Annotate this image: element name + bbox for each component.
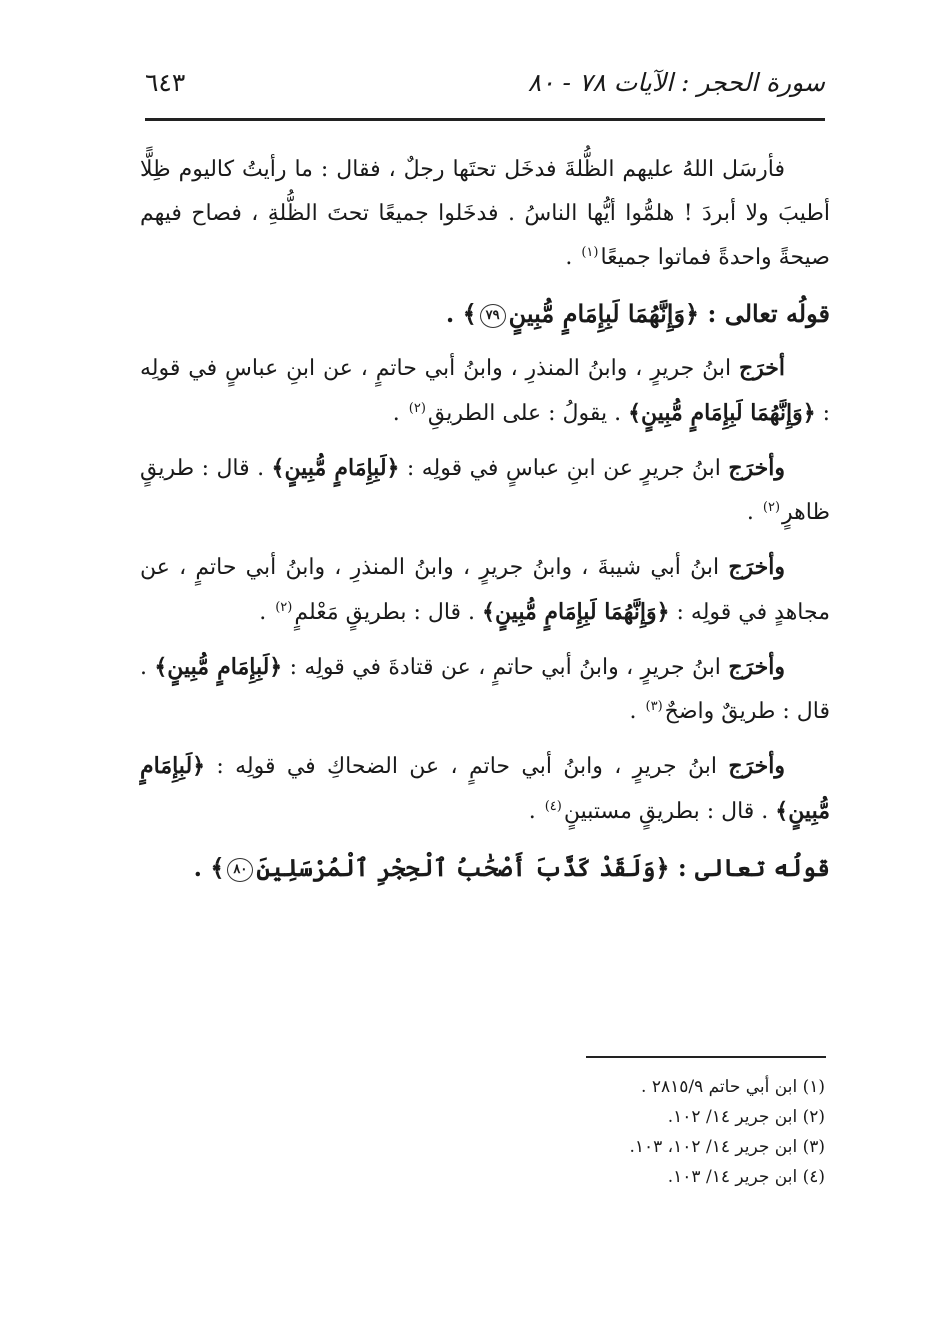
paragraph-text: ابنُ أبي شيبةَ ، وابنُ جريرٍ ، وابنُ المنذرِ ، وابنُ أبي حاتمٍ ، عن مجاهدٍ في قولِه : [140, 555, 830, 625]
quran-quote: ﴿لَبِإِمَامٍ مُّبِينٍ﴾ [140, 753, 830, 824]
quran-quote: ﴿لَبِإِمَامٍ مُّبِينٍ﴾ [271, 455, 400, 481]
footnote-marker: (٢) [762, 499, 781, 515]
narration-lead: أخرَج [738, 355, 785, 381]
paragraph-end: . [565, 245, 580, 270]
paragraph-end: . [629, 699, 644, 724]
paragraph-4 [140, 545, 830, 635]
footnote-marker: (١) [581, 244, 599, 260]
paragraph-text-2: . قال : بطريقٍ مستبينٍ [563, 799, 776, 824]
footnote-marker: (٤) [544, 798, 562, 814]
footnote-rule [586, 1056, 826, 1058]
running-head [145, 68, 825, 108]
paragraph-end: . [528, 799, 543, 824]
verse-heading-80 [140, 846, 830, 890]
verse-heading-end: . [193, 853, 211, 882]
page-number: ٦٤٣ [145, 68, 186, 97]
narration-lead: وأخرَج [728, 554, 785, 580]
footnote-marker: (٢) [408, 400, 426, 416]
verse-heading-lead: قولُه تعالى : [699, 299, 830, 328]
footnote-3: (٣) ابن جرير ١٤/ ١٠٢، ١٠٣. [629, 1137, 825, 1157]
narration-lead: وأخرَج [728, 654, 785, 680]
paragraph-2 [140, 346, 830, 436]
quran-quote: ﴿وَإِنَّهُمَا لَبِإِمَامٍ مُّبِينٍ﴾ [628, 400, 816, 426]
footnote-marker: (٣) [645, 698, 663, 714]
header-rule [145, 118, 825, 121]
quran-verse: ﴿وَإِنَّهُمَا لَبِإِمَامٍ مُّبِينٍ [508, 299, 700, 328]
footnote-2: (٢) ابن جرير ١٤/ ١٠٢. [667, 1107, 825, 1127]
quran-bracket-close: ﴾ [462, 299, 477, 328]
paragraph-text-2: . يقولُ : على الطريقِ [427, 401, 629, 426]
paragraph-3 [140, 446, 830, 535]
quran-quote: ﴿وَإِنَّهُمَا لَبِإِمَامٍ مُّبِينٍ﴾ [482, 599, 670, 625]
quran-bracket-close: ﴾ [210, 853, 225, 882]
paragraph-text: فأرسَل اللهُ عليهم الظُّلةَ فدخَل تحتَها رجلٌ ، فقال : ما رأيتُ كاليوم ظِلًّا أطيبَ ولا أبردَ ! هلمُّوا أيُّها الناسُ . فدخَلوا جميعًا تحتَ الظُّلةِ ، فصاح فيهم صيحةً واحدةً فماتوا جميعًا [140, 157, 830, 270]
main-text [140, 148, 830, 890]
verse-heading-end: . [445, 299, 463, 328]
narration-lead: وأخرَج [728, 753, 785, 779]
paragraph-end: . [259, 600, 274, 625]
ayah-number-badge: ٧٩ [480, 304, 506, 328]
paragraph-text-2: . قال : طريقٍ ظاهرٍ [140, 456, 830, 525]
paragraph-text: ابنُ جريرٍ ، وابنُ أبي حاتمٍ ، عن قتادةَ في قولِه : [282, 655, 729, 680]
ayah-number-badge: ٨٠ [227, 858, 253, 882]
paragraph-end: . [392, 401, 407, 426]
paragraph-text-2: . قال : طريقٌ واضحٌ [140, 655, 830, 724]
footnote-1: (١) ابن أبي حاتم ٢٨١٥/٩ . [641, 1077, 825, 1097]
paragraph-1 [140, 148, 830, 280]
paragraph-text-2: . قال : بطريقٍ مَعْلمٍ [294, 600, 483, 625]
footnotes [500, 1072, 825, 1192]
narration-lead: وأخرَج [728, 455, 786, 481]
quran-quote: ﴿لَبِإِمَامٍ مُّبِينٍ﴾ [154, 654, 283, 680]
paragraph-6 [140, 744, 830, 834]
paragraph-text: ابنُ جريرٍ عن ابنِ عباسٍ في قولِه : [399, 456, 729, 481]
paragraph-end: . [746, 500, 761, 525]
paragraph-text: ابنُ جريرٍ ، وابنُ المنذرِ ، وابنُ أبي حاتمٍ ، عن ابنِ عباسٍ في قولِه : [140, 356, 830, 426]
verse-heading-lead: قولُه تعالى : [669, 853, 830, 882]
quran-verse: ﴿وَلَقَدْ كَذَّبَ أَصْحَٰبُ ٱلْحِجْرِ ٱلْمُرْسَلِينَ [256, 853, 670, 882]
verse-heading-79 [140, 292, 830, 336]
running-head-title: سورة الحجر : الآيات ٧٨ - ٨٠ [527, 68, 825, 97]
footnote-4: (٤) ابن جرير ١٤/ ١٠٣. [667, 1167, 825, 1187]
paragraph-5 [140, 645, 830, 734]
paragraph-text: ابنُ جريرٍ ، وابنُ أبي حاتمٍ ، عن الضحاكِ في قولِه : [205, 754, 729, 779]
footnote-marker: (٢) [275, 599, 293, 615]
